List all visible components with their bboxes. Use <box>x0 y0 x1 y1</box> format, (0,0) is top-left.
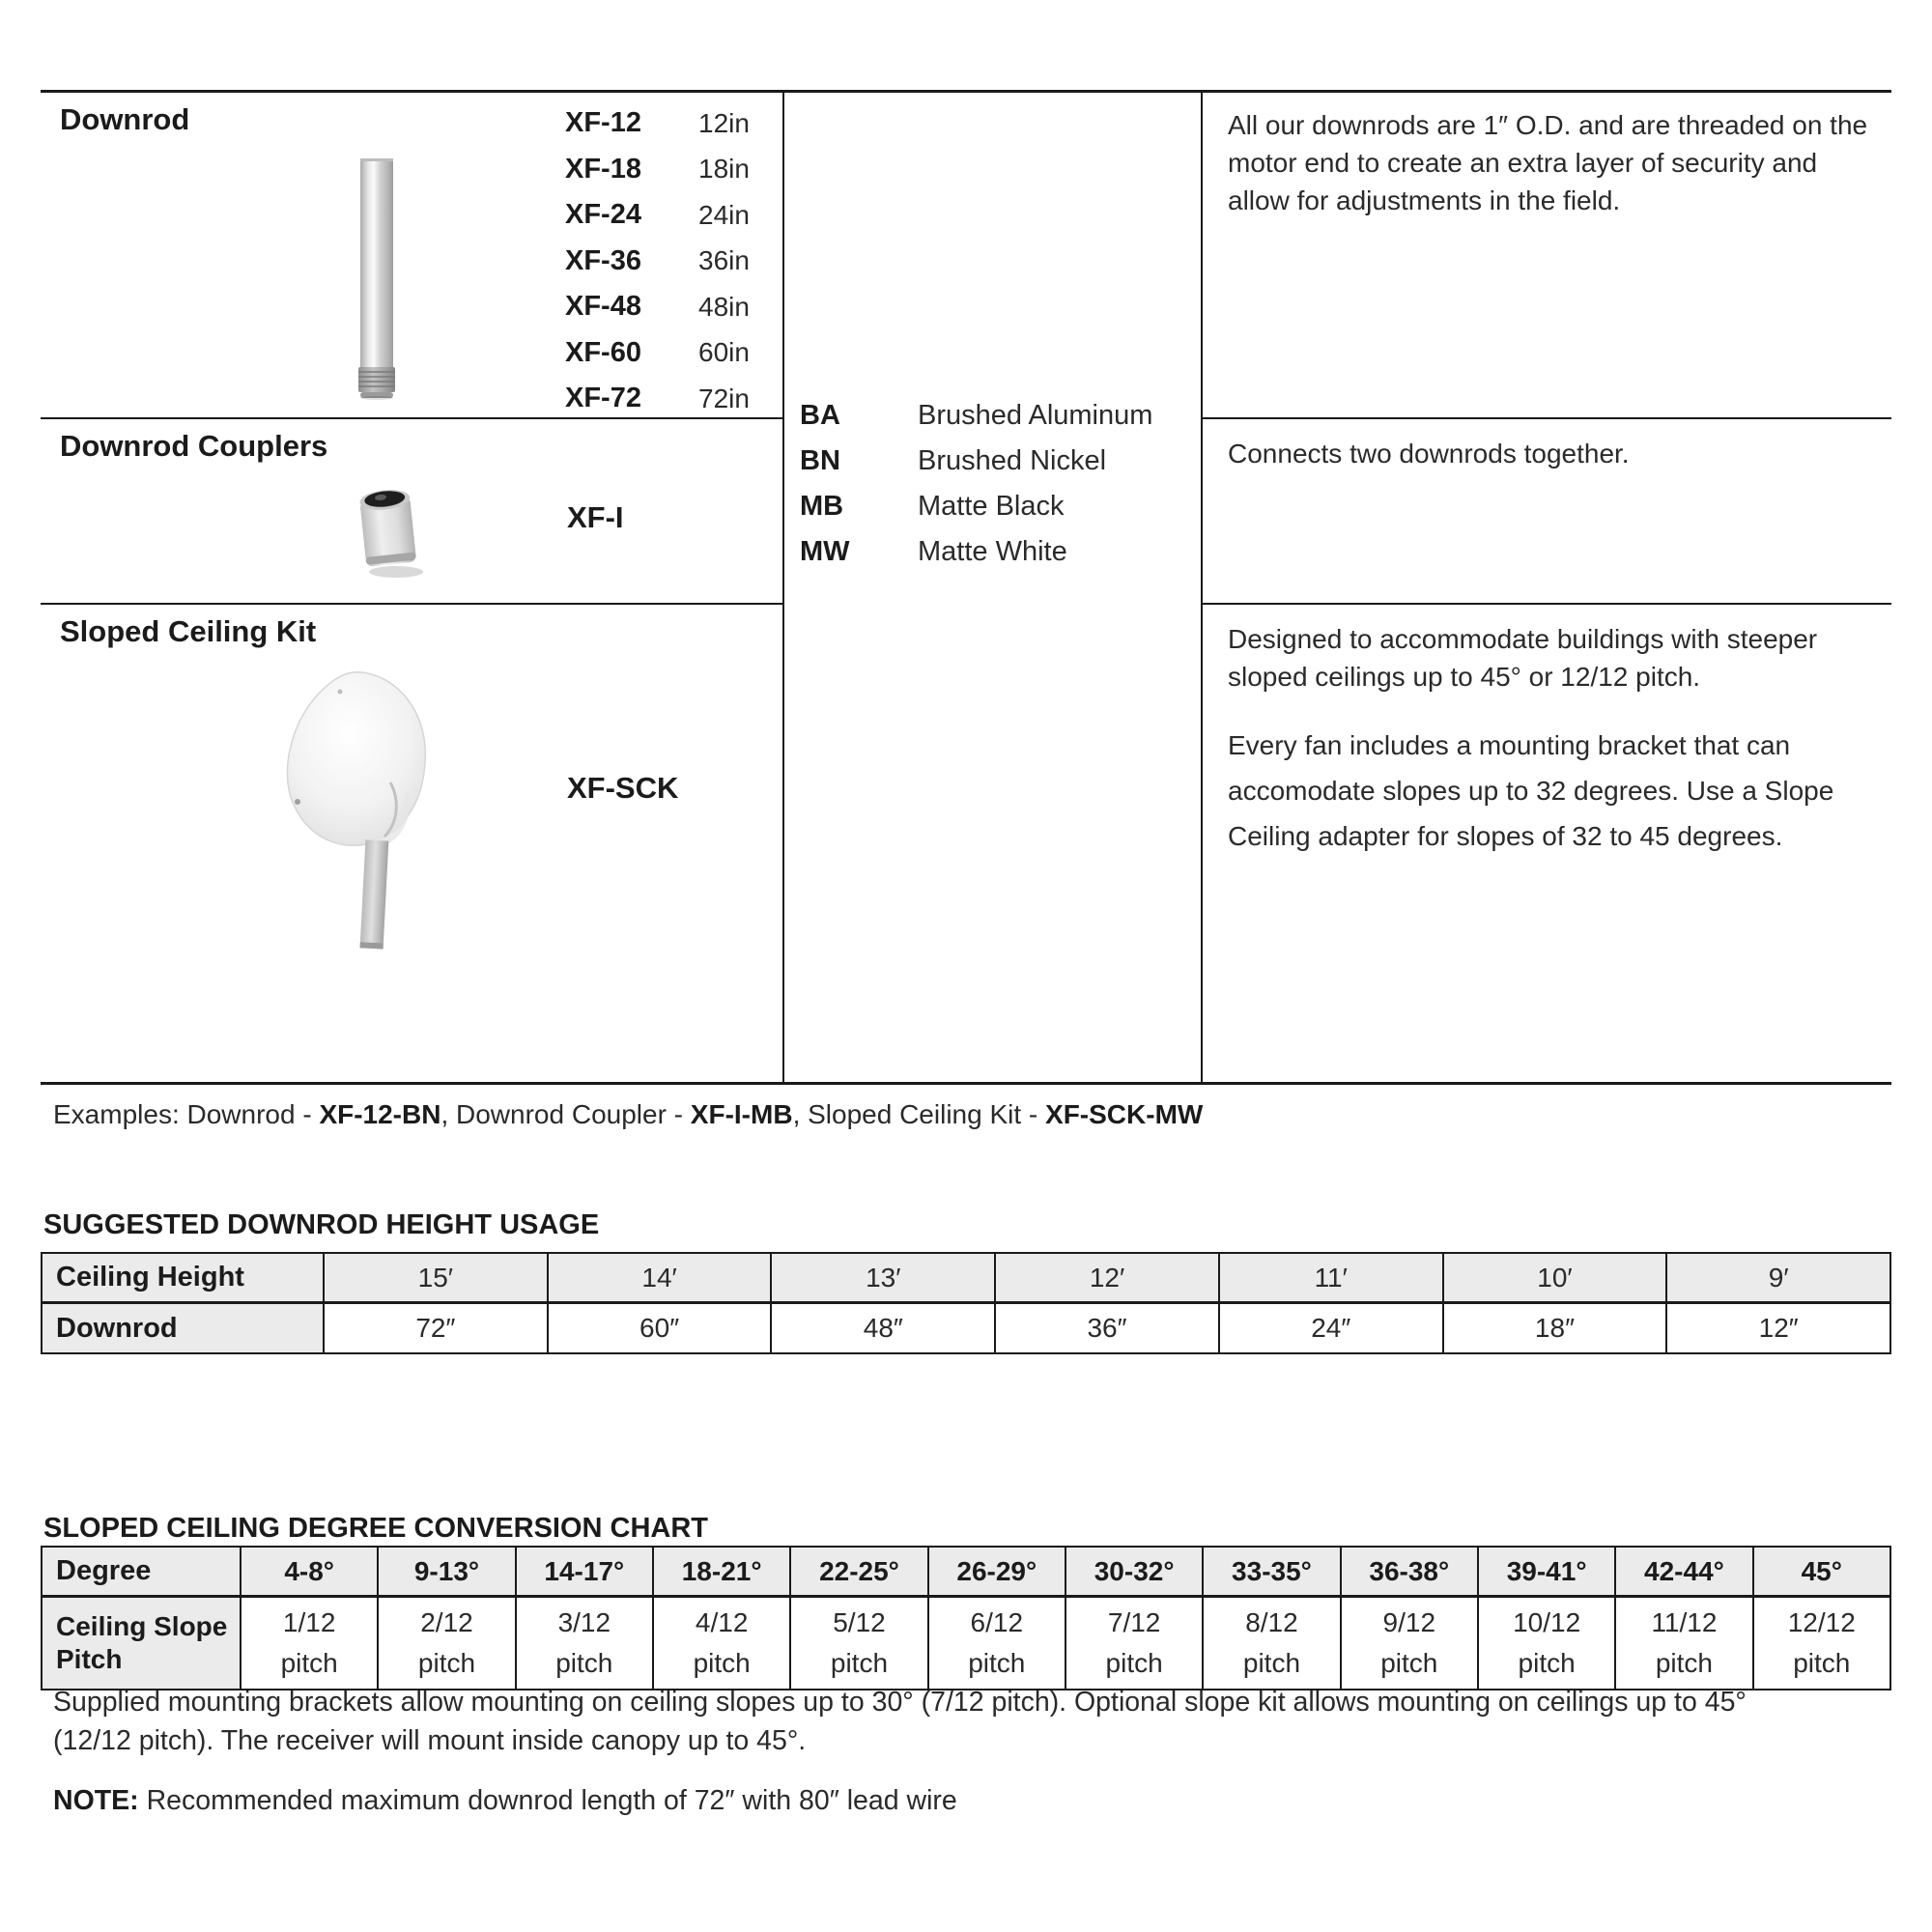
product-spec-table <box>41 90 1891 1085</box>
list-item <box>800 439 1152 484</box>
pitch-word: pitch <box>417 1648 476 1678</box>
model-size: 60in <box>698 337 750 368</box>
row-header: Degree <box>43 1548 242 1595</box>
table-row <box>43 1598 1889 1689</box>
model-code: XF-48 <box>565 291 641 323</box>
sloped-kit-section-title: Sloped Ceiling Kit <box>60 614 317 648</box>
pitch-word: pitch <box>968 1648 1026 1678</box>
spec-left-column <box>41 93 784 1082</box>
slope-note-line1: Supplied mounting brackets allow mounting on ceiling slopes up to 30° (7/12 pitch). Optional slope kit allows mounting on ceilings up to 45° <box>53 1687 1747 1718</box>
note-label: NOTE: <box>53 1785 139 1816</box>
pitch-value: 10/12 <box>1513 1607 1581 1637</box>
coupler-section-title: Downrod Couplers <box>60 429 328 463</box>
model-size: 12in <box>698 107 750 138</box>
table-cell: 13′ <box>772 1254 996 1301</box>
table-cell <box>654 1598 791 1689</box>
spec-description-column <box>1203 93 1891 1082</box>
downrod-description: All our downrods are 1″ O.D. and are threaded on the motor end to create an extra layer of security and allow for adjustments in the field. <box>1228 110 1868 215</box>
pitch-word: pitch <box>830 1648 889 1678</box>
row-header-line2: Pitch <box>56 1644 123 1674</box>
table-cell <box>242 1598 379 1689</box>
note-text: Recommended maximum downrod length of 72″ with 80″ lead wire <box>138 1785 957 1816</box>
sloped-kit-description-p2: Every fan includes a mounting bracket that can accomodate slopes up to 32 degrees. Use a Slope Ceiling adapter for slopes of 32 to 45 degrees. <box>1228 730 1834 851</box>
pitch-value: 9/12 <box>1382 1607 1436 1637</box>
slope-note-paragraph <box>53 1683 1879 1760</box>
table-cell: 36-38° <box>1342 1548 1479 1595</box>
ordering-examples-line <box>53 1099 1203 1130</box>
sloped-kit-description-cell <box>1203 605 1891 1086</box>
pitch-value: 4/12 <box>695 1607 749 1637</box>
list-item <box>565 192 750 239</box>
table-cell: 9-13° <box>379 1548 516 1595</box>
model-size: 36in <box>698 245 750 276</box>
sloped-kit-description-p1: Designed to accommodate buildings with steeper sloped ceilings up to 45° or 12/12 pitch. <box>1228 624 1818 692</box>
table-cell: 12″ <box>1667 1304 1889 1352</box>
finish-name: Matte White <box>918 536 1067 567</box>
table-cell: 24″ <box>1220 1304 1444 1352</box>
finish-options-column <box>784 93 1203 1082</box>
table-cell: 30-32° <box>1066 1548 1204 1595</box>
degree-conversion-table <box>41 1546 1891 1690</box>
pitch-value: 3/12 <box>557 1607 611 1637</box>
slope-note-line2: (12/12 pitch). The receiver will mount inside canopy up to 45°. <box>53 1725 807 1756</box>
table-cell <box>929 1598 1066 1689</box>
finish-list <box>800 393 1152 575</box>
model-code: XF-18 <box>565 153 641 185</box>
list-item <box>800 484 1152 529</box>
downrod-product-image <box>356 156 397 405</box>
list-item <box>565 376 750 422</box>
list-item <box>800 393 1152 439</box>
pitch-value: 8/12 <box>1245 1607 1298 1637</box>
pitch-word: pitch <box>1793 1648 1851 1678</box>
coupler-model-code: XF-I <box>567 500 624 534</box>
pitch-word: pitch <box>1655 1648 1714 1678</box>
table-cell: 22-25° <box>791 1548 928 1595</box>
finish-code: BA <box>800 400 840 431</box>
pitch-word: pitch <box>1105 1648 1163 1678</box>
finish-name: Brushed Nickel <box>918 445 1107 476</box>
finish-code: BN <box>800 445 840 476</box>
table-cell <box>1066 1598 1204 1689</box>
table-cell: 48″ <box>772 1304 996 1352</box>
downrod-section-title: Downrod <box>60 102 190 136</box>
downrod-length-note <box>53 1785 957 1817</box>
list-item <box>565 284 750 330</box>
example-code-sloped-kit: XF-SCK-MW <box>1045 1099 1204 1129</box>
table-cell: 14′ <box>549 1254 773 1301</box>
table-cell: 42-44° <box>1616 1548 1753 1595</box>
downrod-model-list <box>565 100 750 422</box>
model-code: XF-72 <box>565 383 641 414</box>
model-size: 18in <box>698 154 750 185</box>
table-cell: 12′ <box>996 1254 1220 1301</box>
model-code: XF-12 <box>565 107 641 139</box>
height-usage-table <box>41 1252 1891 1354</box>
table-cell: 18″ <box>1444 1304 1668 1352</box>
list-item <box>565 100 750 147</box>
pitch-value: 1/12 <box>282 1607 336 1637</box>
coupler-description-cell <box>1203 419 1891 605</box>
table-cell: 36″ <box>996 1304 1220 1352</box>
finish-name: Brushed Aluminum <box>918 400 1153 431</box>
list-item <box>565 239 750 285</box>
pitch-value: 5/12 <box>833 1607 886 1637</box>
model-size: 24in <box>698 199 750 230</box>
finish-code: MW <box>800 536 850 567</box>
table-cell <box>1342 1598 1479 1689</box>
downrod-section <box>41 93 782 419</box>
table-cell <box>1754 1598 1889 1689</box>
downrod-description-cell <box>1203 93 1891 419</box>
list-item <box>565 147 750 193</box>
pitch-word: pitch <box>555 1648 613 1678</box>
table-cell: 15′ <box>325 1254 549 1301</box>
table-cell <box>791 1598 928 1689</box>
table-cell <box>1616 1598 1753 1689</box>
list-item <box>565 330 750 377</box>
table-cell: 26-29° <box>929 1548 1066 1595</box>
model-size: 48in <box>698 291 750 322</box>
table-cell: 18-21° <box>654 1548 791 1595</box>
table-cell: 9′ <box>1667 1254 1889 1301</box>
table-cell: 11′ <box>1220 1254 1444 1301</box>
degree-chart-title: SLOPED CEILING DEGREE CONVERSION CHART <box>43 1513 709 1544</box>
pitch-value: 2/12 <box>420 1607 473 1637</box>
pitch-word: pitch <box>693 1648 751 1678</box>
table-cell <box>1204 1598 1341 1689</box>
row-header-line1: Ceiling Slope <box>56 1611 228 1641</box>
list-item <box>800 529 1152 575</box>
pitch-value: 11/12 <box>1651 1607 1718 1637</box>
sloped-kit-product-image <box>276 667 446 957</box>
table-row <box>43 1304 1889 1352</box>
model-code: XF-24 <box>565 199 641 231</box>
table-cell: 14-17° <box>517 1548 654 1595</box>
sloped-kit-model-code: XF-SCK <box>567 771 679 805</box>
coupler-product-image <box>348 485 435 586</box>
pitch-value: 12/12 <box>1787 1607 1856 1637</box>
table-cell: 60″ <box>549 1304 773 1352</box>
row-header: Ceiling Height <box>43 1254 325 1301</box>
coupler-description: Connects two downrods together. <box>1228 439 1630 469</box>
pitch-word: pitch <box>1518 1648 1576 1678</box>
coupler-section <box>41 419 782 605</box>
pitch-value: 6/12 <box>970 1607 1024 1637</box>
model-size: 72in <box>698 383 750 413</box>
example-code-downrod: XF-12-BN <box>319 1099 441 1129</box>
table-cell <box>379 1598 516 1689</box>
table-cell: 10′ <box>1444 1254 1668 1301</box>
table-cell: 72″ <box>325 1304 549 1352</box>
table-row <box>43 1254 1889 1304</box>
pitch-word: pitch <box>280 1648 338 1678</box>
table-cell: 39-41° <box>1479 1548 1616 1595</box>
examples-text: , Sloped Ceiling Kit - <box>792 1099 1046 1129</box>
finish-name: Matte Black <box>918 491 1065 522</box>
example-code-coupler: XF-I-MB <box>690 1099 793 1129</box>
pitch-word: pitch <box>1242 1648 1301 1678</box>
model-code: XF-60 <box>565 336 641 368</box>
pitch-word: pitch <box>1380 1648 1438 1678</box>
table-cell: 4-8° <box>242 1548 379 1595</box>
height-usage-title: SUGGESTED DOWNROD HEIGHT USAGE <box>43 1209 600 1240</box>
table-cell: 45° <box>1754 1548 1889 1595</box>
row-header <box>43 1598 242 1689</box>
table-cell: 33-35° <box>1204 1548 1341 1595</box>
table-row <box>43 1548 1889 1598</box>
pitch-value: 7/12 <box>1107 1607 1161 1637</box>
model-code: XF-36 <box>565 244 641 276</box>
row-header: Downrod <box>43 1304 325 1352</box>
examples-text: , Downrod Coupler - <box>440 1099 691 1129</box>
examples-text: Examples: Downrod - <box>53 1099 320 1129</box>
table-cell <box>517 1598 654 1689</box>
table-cell <box>1479 1598 1616 1689</box>
sloped-kit-section <box>41 605 782 1086</box>
finish-code: MB <box>800 491 844 522</box>
